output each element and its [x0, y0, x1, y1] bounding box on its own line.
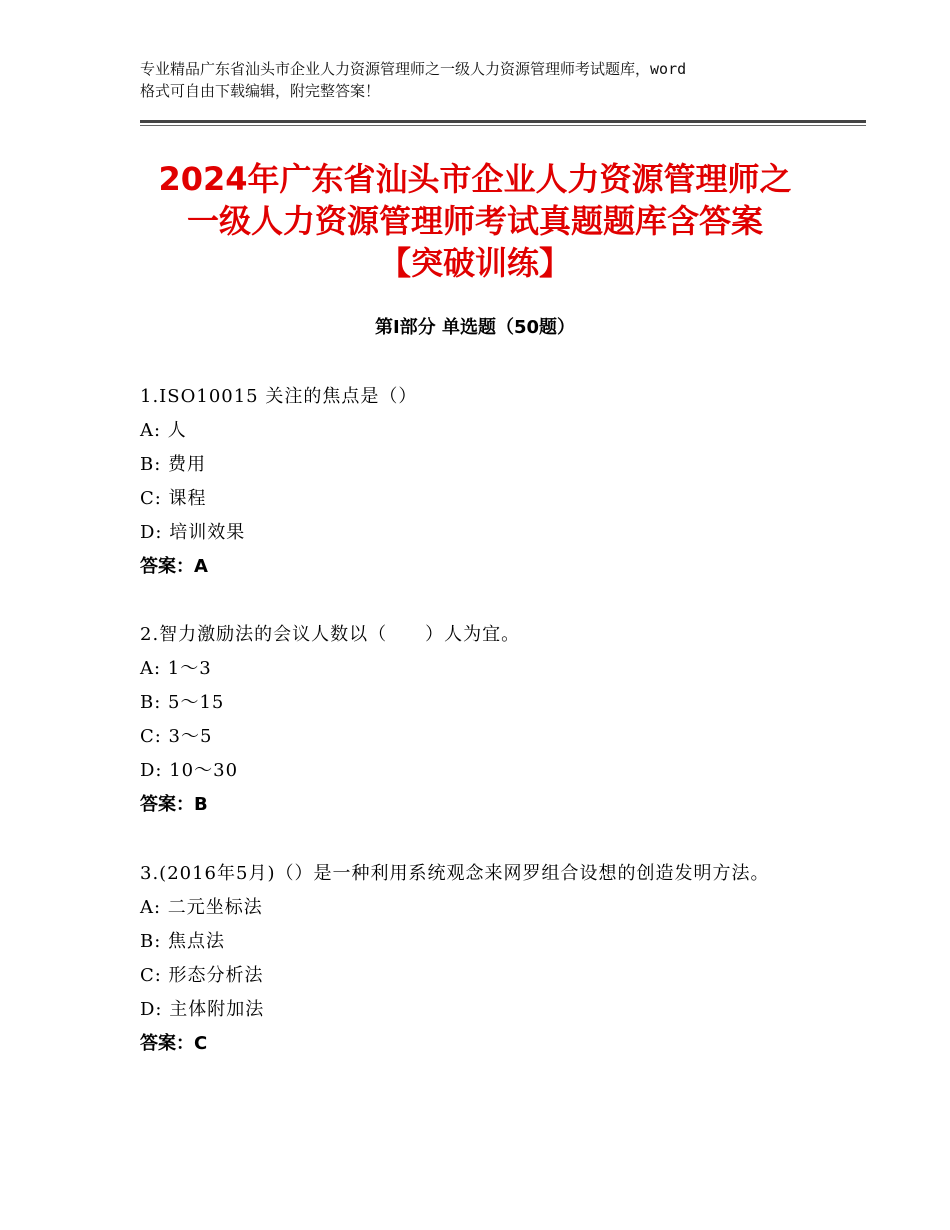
title-line-3: 【突破训练】 — [378, 244, 571, 282]
option-a: A: 二元坐标法 — [140, 897, 263, 918]
option-b: B: 5～15 — [140, 692, 225, 713]
answer: 答案：C — [140, 1033, 208, 1054]
header-note-line-1: 专业精品广东省汕头市企业人力资源管理师之一级人力资源管理师考试题库，word — [140, 60, 687, 78]
title-line-2: 一级人力资源管理师考试真题题库含答案 — [186, 202, 763, 240]
option-c: C: 课程 — [140, 488, 207, 509]
option-c: C: 形态分析法 — [140, 965, 264, 986]
section-heading: 第Ⅰ部分 单选题（50题） — [374, 317, 575, 338]
option-b: B: 费用 — [140, 454, 207, 475]
option-c: C: 3～5 — [140, 726, 213, 747]
answer: 答案：B — [140, 794, 208, 815]
option-b: B: 焦点法 — [140, 931, 226, 952]
question-stem: 1.ISO10015 关注的焦点是（） — [140, 386, 418, 407]
question-stem: 3.(2016年5月)（）是一种利用系统观念来网罗组合设想的创造发明方法。 — [140, 863, 770, 884]
document-title — [100, 158, 850, 284]
question-stem: 2.智力激励法的会议人数以（ ）人为宜。 — [140, 624, 521, 645]
option-a: A: 1～3 — [140, 658, 212, 679]
question-2 — [140, 618, 840, 822]
question-1 — [140, 380, 840, 584]
option-d: D: 培训效果 — [140, 522, 246, 543]
option-d: D: 10～30 — [140, 760, 239, 781]
title-line-1: 2024年广东省汕头市企业人力资源管理师之 — [158, 160, 792, 198]
question-3 — [140, 857, 840, 1061]
header-divider — [140, 120, 866, 123]
header-note — [140, 58, 830, 102]
answer: 答案：A — [140, 556, 208, 577]
header-divider-thin — [140, 125, 866, 126]
option-d: D: 主体附加法 — [140, 999, 265, 1020]
option-a: A: 人 — [140, 420, 187, 441]
header-note-line-2: 格式可自由下载编辑，附完整答案！ — [140, 82, 381, 100]
